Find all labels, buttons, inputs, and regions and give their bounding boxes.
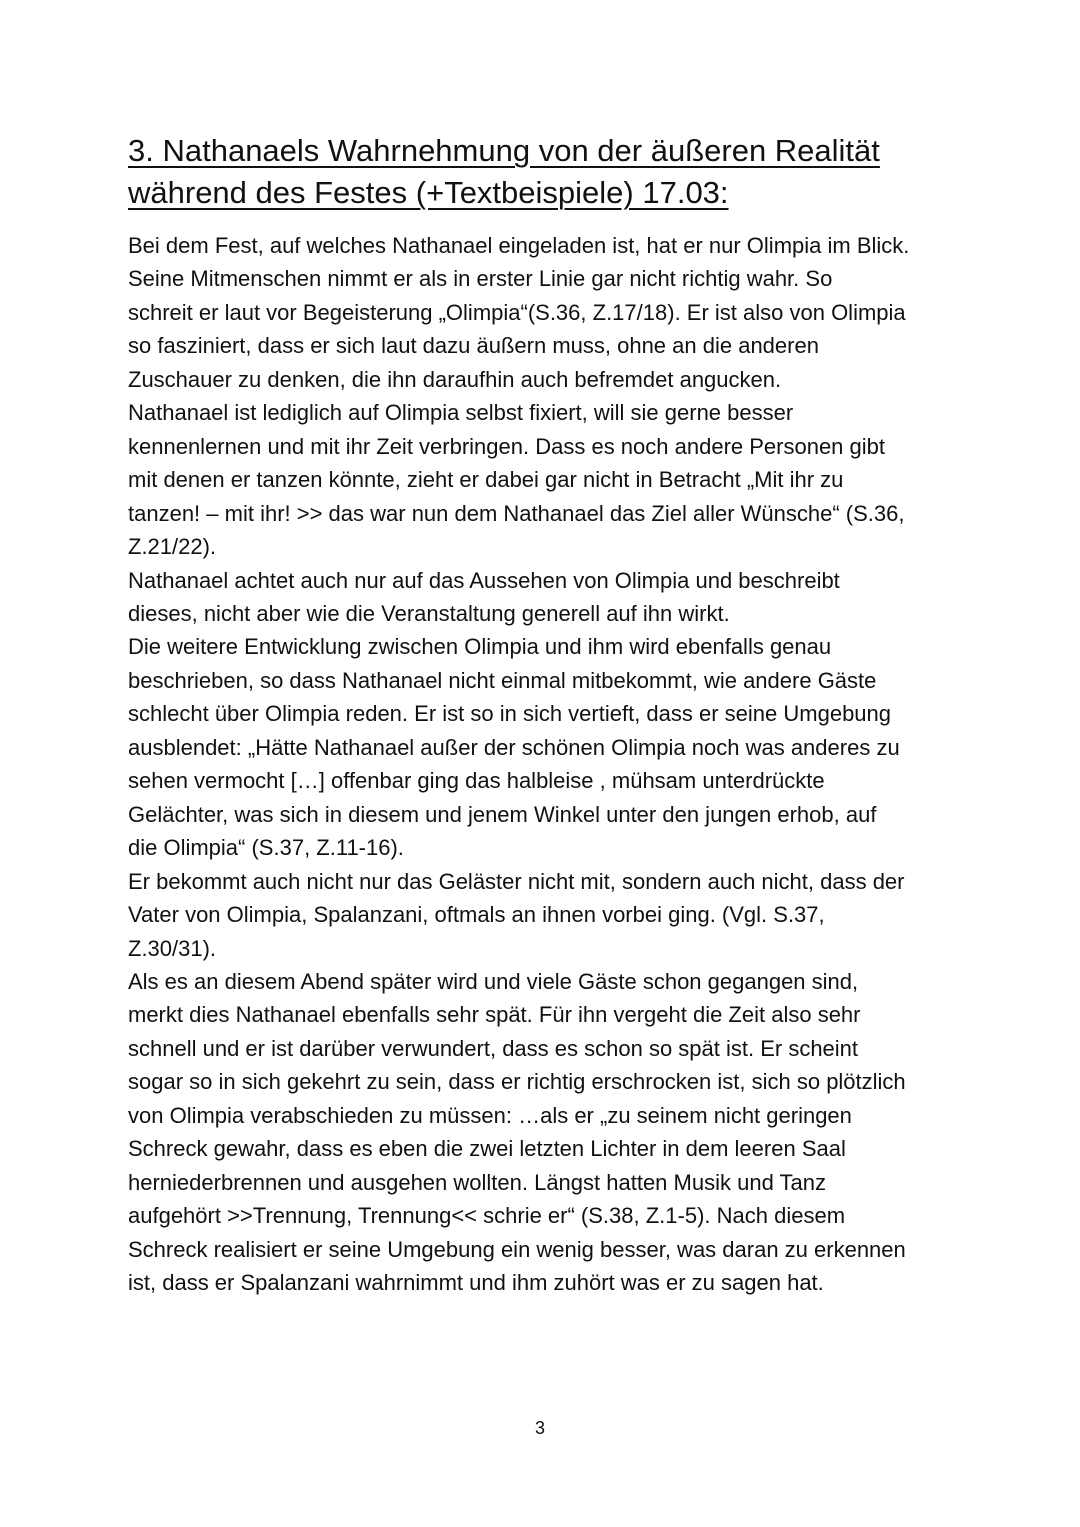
text-line: tanzen! – mit ihr! >> das war nun dem Nathanael das Ziel aller Wünsche“ (S.36,	[128, 500, 905, 526]
text-line: Schreck realisiert er seine Umgebung ein wenig besser, was daran zu erkennen	[128, 1236, 906, 1262]
text-line: Gelächter, was sich in diesem und jenem Winkel unter den jungen erhob, auf	[128, 801, 877, 827]
text-line: Nathanael ist lediglich auf Olimpia selbst fixiert, will sie gerne besser	[128, 400, 794, 426]
text-line: herniederbrennen und ausgehen wollten. Längst hatten Musik und Tanz	[128, 1169, 826, 1195]
text-line: von Olimpia verabschieden zu müssen: …als er „zu seinem nicht geringen	[128, 1102, 852, 1128]
text-line: die Olimpia“ (S.37, Z.11-16).	[128, 835, 404, 861]
text-line: kennenlernen und mit ihr Zeit verbringen. Dass es noch andere Personen gibt	[128, 433, 886, 459]
text-line: sehen vermocht […] offenbar ging das halbleise , mühsam unterdrückte	[128, 768, 825, 794]
text-line: Vater von Olimpia, Spalanzani, oftmals an ihnen vorbei ging. (Vgl. S.37,	[128, 902, 825, 928]
text-line: ist, dass er Spalanzani wahrnimmt und ihm zuhört was er zu sagen hat.	[128, 1270, 824, 1296]
body-text	[128, 229, 988, 1300]
heading-line: 3. Nathanaels Wahrnehmung von der äußeren Realität	[128, 133, 880, 168]
heading-line: während des Festes (+Textbeispiele) 17.03:	[128, 175, 729, 210]
text-line: schnell und er ist darüber verwundert, dass es schon so spät ist. Er scheint	[128, 1035, 859, 1061]
text-line: schreit er laut vor Begeisterung „Olimpia“(S.36, Z.17/18). Er ist also von Olimpia	[128, 299, 906, 325]
text-line: Er bekommt auch nicht nur das Geläster nicht mit, sondern auch nicht, dass der	[128, 868, 905, 894]
text-line: Bei dem Fest, auf welches Nathanael eingeladen ist, hat er nur Olimpia im Blick.	[128, 233, 910, 258]
page-number: 3	[534, 1418, 545, 1438]
text-line: Z.21/22).	[128, 534, 217, 560]
text-line: schlecht über Olimpia reden. Er ist so in sich vertieft, dass er seine Umgebung	[128, 701, 892, 727]
text-line: Als es an diesem Abend später wird und viele Gäste schon gegangen sind,	[128, 968, 859, 994]
text-line: Die weitere Entwicklung zwischen Olimpia und ihm wird ebenfalls genau	[128, 634, 832, 660]
text-line: ausblendet: „Hätte Nathanael außer der schönen Olimpia noch was anderes zu	[128, 734, 900, 760]
text-line: aufgehört >>Trennung, Trennung<< schrie er“ (S.38, Z.1-5). Nach diesem	[128, 1203, 846, 1229]
text-line: Nathanael achtet auch nur auf das Aussehen von Olimpia und beschreibt	[128, 567, 840, 593]
text-line: merkt dies Nathanael ebenfalls sehr spät. Für ihn vergeht die Zeit also sehr	[128, 1002, 861, 1028]
text-line: Schreck gewahr, dass es eben die zwei letzten Lichter in dem leeren Saal	[128, 1136, 846, 1162]
text-line: mit denen er tanzen könnte, zieht er dabei gar nicht in Betracht „Mit ihr zu	[128, 467, 844, 493]
text-line: Seine Mitmenschen nimmt er als in erster Linie gar nicht richtig wahr. So	[128, 266, 833, 292]
section-heading	[128, 130, 968, 214]
text-line: beschrieben, so dass Nathanael nicht einmal mitbekommt, wie andere Gäste	[128, 667, 877, 693]
text-line: so fasziniert, dass er sich laut dazu äußern muss, ohne an die anderen	[128, 333, 819, 359]
text-line: dieses, nicht aber wie die Veranstaltung generell auf ihn wirkt.	[128, 600, 730, 626]
text-line: Zuschauer zu denken, die ihn daraufhin auch befremdet angucken.	[128, 366, 782, 392]
text-line: Z.30/31).	[128, 935, 217, 961]
text-line: sogar so in sich gekehrt zu sein, dass er richtig erschrocken ist, sich so plötzlich	[128, 1069, 906, 1095]
